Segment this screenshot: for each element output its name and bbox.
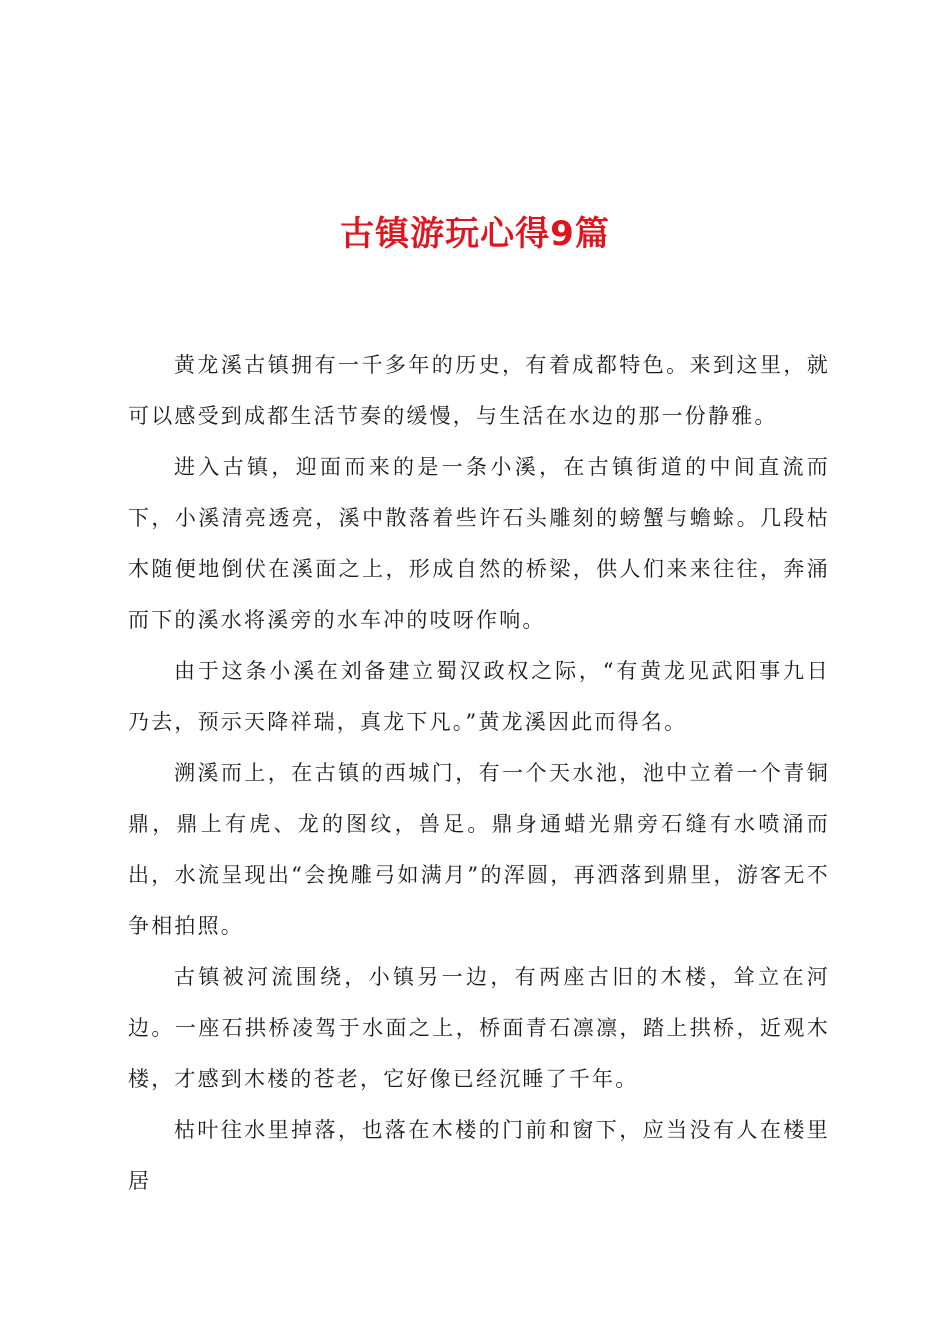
paragraph-2: 进入古镇，迎面而来的是一条小溪，在古镇街道的中间直流而下，小溪清亮透亮，溪中散落着些许石头雕刻的螃蟹与蟾蜍。几段枯木随便地倒伏在溪面之上，形成自然的桥梁，供人们来来往往，奔涌而下的溪水将溪旁的水车冲的吱呀作响。 [128, 455, 830, 632]
paragraph-1: 黄龙溪古镇拥有一千多年的历史，有着成都特色。来到这里，就可以感受到成都生活节奏的缓慢，与生活在水边的那一份静雅。 [128, 353, 830, 428]
paragraph-3: 由于这条小溪在刘备建立蜀汉政权之际，“有黄龙见武阳事九日乃去，预示天降祥瑞，真龙下凡。”黄龙溪因此而得名。 [128, 659, 830, 734]
paragraph-4: 溯溪而上，在古镇的西城门，有一个天水池，池中立着一个青铜鼎，鼎上有虎、龙的图纹，兽足。鼎身通蜡光鼎旁石缝有水喷涌而出，水流呈现出“会挽雕弓如满月”的浑圆，再洒落到鼎里，游客无不争相拍照。 [128, 761, 830, 938]
paragraph-5: 古镇被河流围绕，小镇另一边，有两座古旧的木楼，耸立在河边。一座石拱桥凌驾于水面之上，桥面青石凛凛，踏上拱桥，近观木楼，才感到木楼的苍老，它好像已经沉睡了千年。 [128, 965, 830, 1091]
paragraph-6: 枯叶往水里掉落，也落在木楼的门前和窗下，应当没有人在楼里居 [128, 1118, 830, 1193]
document-title: 古镇游玩心得9篇 [340, 214, 610, 254]
document-body [128, 340, 830, 1207]
